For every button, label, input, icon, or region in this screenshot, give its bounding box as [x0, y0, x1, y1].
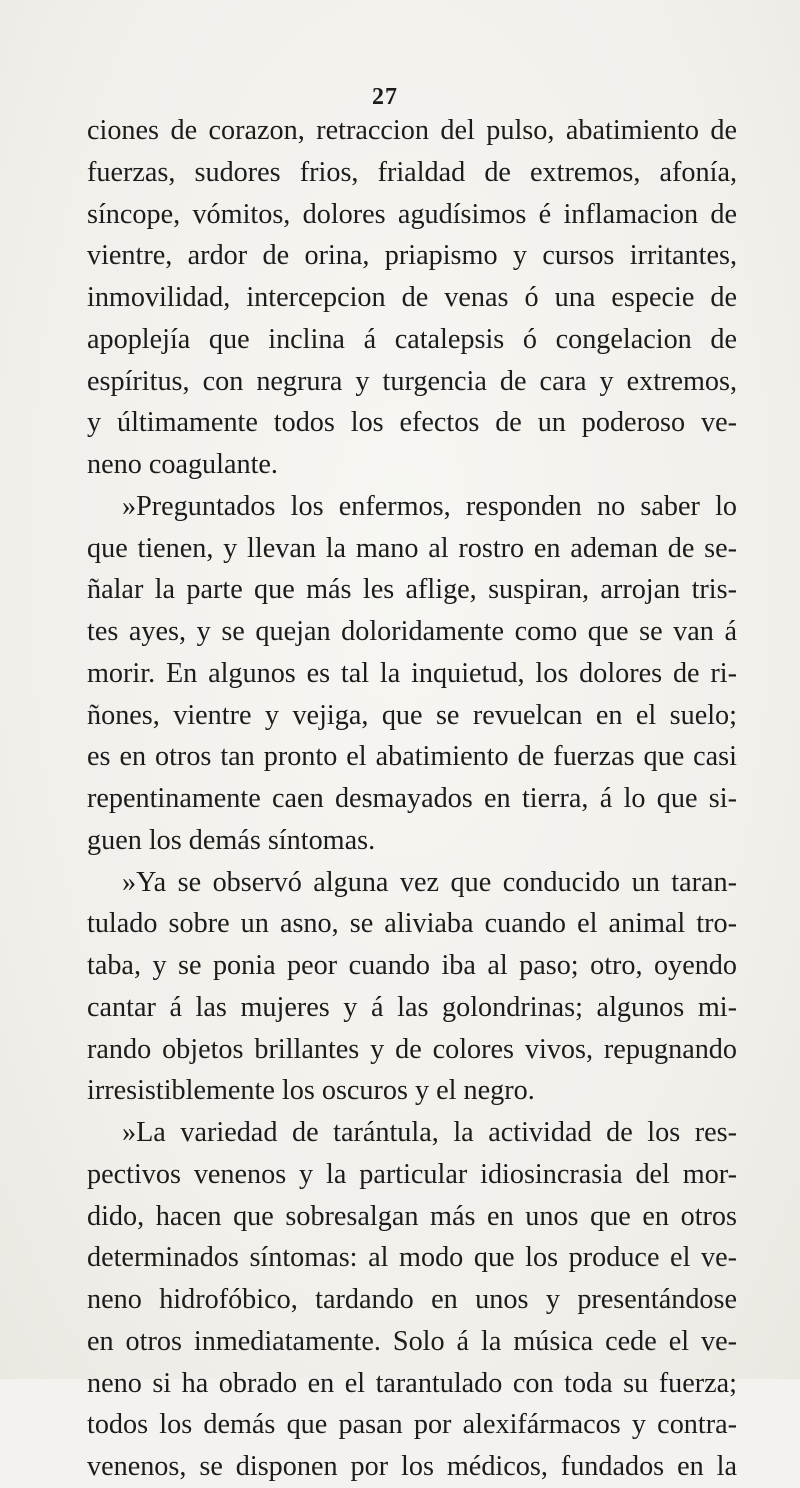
text-line: vientre, ardor de orina, priapismo y cursos irritantes,: [87, 240, 737, 272]
text-line: neno si ha obrado en el tarantulado con toda su fuerza;: [87, 1367, 737, 1399]
text-line: repentinamente caen desmayados en tierra, á lo que si-: [87, 783, 737, 814]
text-line: pectivos venenos y la particular idiosincrasia del mor-: [87, 1158, 737, 1190]
body-text: [87, 110, 737, 1488]
text-line: apoplejía que inclina á catalepsis ó congelacion de: [87, 323, 737, 355]
text-line: guen los demás síntomas.: [87, 824, 376, 856]
text-line: fuerzas, sudores frios, frialdad de extremos, afonía,: [87, 156, 737, 188]
text-line: determinados síntomas: al modo que los produce el ve-: [87, 1242, 737, 1274]
text-line: tes ayes, y se quejan doloridamente como que se van á: [87, 616, 737, 647]
text-line: irresistiblemente los oscuros y el negro.: [87, 1075, 535, 1107]
text-line: venenos, se disponen por los médicos, fundados en la: [87, 1451, 737, 1482]
text-line: es en otros tan pronto el abatimiento de fuerzas que casi: [87, 741, 737, 773]
text-line: tulado sobre un asno, se aliviaba cuando el animal tro-: [87, 908, 737, 940]
text-line: y últimamente todos los efectos de un poderoso ve-: [87, 407, 737, 439]
text-line: cantar á las mujeres y á las golondrinas; algunos mi-: [87, 991, 737, 1023]
text-line: espíritus, con negrura y turgencia de cara y extremos,: [87, 365, 737, 397]
text-line: neno hidrofóbico, tardando en unos y presentándose: [87, 1284, 737, 1315]
text-line: inmovilidad, intercepcion de venas ó una especie de: [87, 282, 737, 313]
text-line: rando objetos brillantes y de colores vivos, repugnando: [87, 1033, 737, 1065]
text-line: taba, y se ponia peor cuando iba al paso; otro, oyendo: [87, 950, 737, 981]
text-line: »Preguntados los enfermos, responden no saber lo: [122, 490, 737, 522]
text-line: todos los demás que pasan por alexifármacos y contra-: [87, 1409, 737, 1441]
text-line: dido, hacen que sobresalgan más en unos que en otros: [87, 1200, 737, 1232]
text-line: en otros inmediatamente. Solo á la música cede el ve-: [87, 1325, 737, 1357]
text-line: ñones, vientre y vejiga, que se revuelcan en el suelo;: [87, 699, 737, 731]
text-line: síncope, vómitos, dolores agudísimos é inflamacion de: [87, 198, 737, 230]
text-line: ciones de corazon, retraccion del pulso, abatimiento de: [87, 115, 737, 146]
page-number: 27: [372, 84, 398, 110]
text-line: neno coagulante.: [87, 449, 278, 480]
text-line: que tienen, y llevan la mano al rostro en ademan de se-: [87, 532, 737, 564]
text-line: ñalar la parte que más les aflige, suspiran, arrojan tris-: [87, 574, 737, 606]
text-line: morir. En algunos es tal la inquietud, los dolores de ri-: [87, 657, 737, 689]
text-line: »Ya se observó alguna vez que conducido un taran-: [122, 866, 737, 898]
text-line: »La variedad de tarántula, la actividad de los res-: [122, 1117, 737, 1148]
